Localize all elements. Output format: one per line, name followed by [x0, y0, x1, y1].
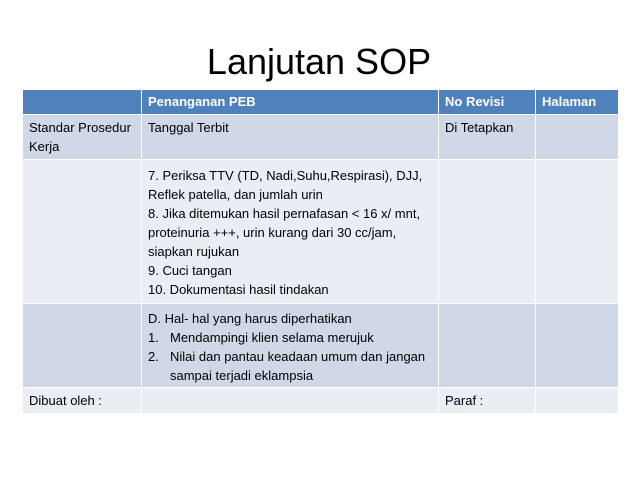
- cell-paraf: Paraf :: [439, 388, 536, 414]
- cell-empty: [536, 160, 619, 304]
- step-item: 7. Periksa TTV (TD, Nadi,Suhu,Respirasi), DJJ, Reflek patella, dan jumlah urin: [148, 168, 423, 202]
- cell-notes: [142, 304, 439, 388]
- cell-tanggal-terbit: Tanggal Terbit: [142, 115, 439, 160]
- cell-empty: [536, 304, 619, 388]
- table-row: [23, 115, 619, 160]
- table-row: [23, 304, 619, 388]
- table-row: [23, 388, 619, 414]
- header-cell-blank: [23, 90, 142, 115]
- table-row: [23, 160, 619, 304]
- cell-empty: [23, 304, 142, 388]
- notes-heading: D. Hal- hal yang harus diperhatikan: [148, 311, 352, 326]
- header-cell-penanganan: Penanganan PEB: [142, 90, 439, 115]
- sop-table: [22, 89, 619, 414]
- cell-empty: [439, 160, 536, 304]
- list-text: Mendampingi klien selama merujuk: [170, 330, 374, 345]
- cell-dibuat-oleh: Dibuat oleh :: [23, 388, 142, 414]
- cell-empty: [536, 388, 619, 414]
- list-number: 1.: [148, 330, 159, 345]
- step-item: 10. Dokumentasi hasil tindakan: [148, 282, 329, 297]
- list-item: [148, 347, 432, 385]
- cell-empty: [536, 115, 619, 160]
- cell-empty: [439, 304, 536, 388]
- step-item: 9. Cuci tangan: [148, 263, 232, 278]
- list-text: Nilai dan pantau keadaan umum dan jangan sampai terjadi eklampsia: [170, 349, 426, 383]
- cell-di-tetapkan: Di Tetapkan: [439, 115, 536, 160]
- list-item: [148, 328, 432, 347]
- cell-empty: [23, 160, 142, 304]
- header-cell-halaman: Halaman: [536, 90, 619, 115]
- header-cell-no-revisi: No Revisi: [439, 90, 536, 115]
- page-title: Lanjutan SOP: [206, 41, 432, 82]
- step-item: 8. Jika ditemukan hasil pernafasan < 16 x/ mnt, proteinuria +++, urin kurang dari 30 cc/jam, siapkan rujukan: [148, 206, 421, 259]
- cell-steps: [142, 160, 439, 304]
- cell-empty: [142, 388, 439, 414]
- list-number: 2.: [148, 349, 159, 364]
- table-header-row: [23, 90, 619, 115]
- cell-standar-prosedur: Standar Prosedur Kerja: [23, 115, 142, 160]
